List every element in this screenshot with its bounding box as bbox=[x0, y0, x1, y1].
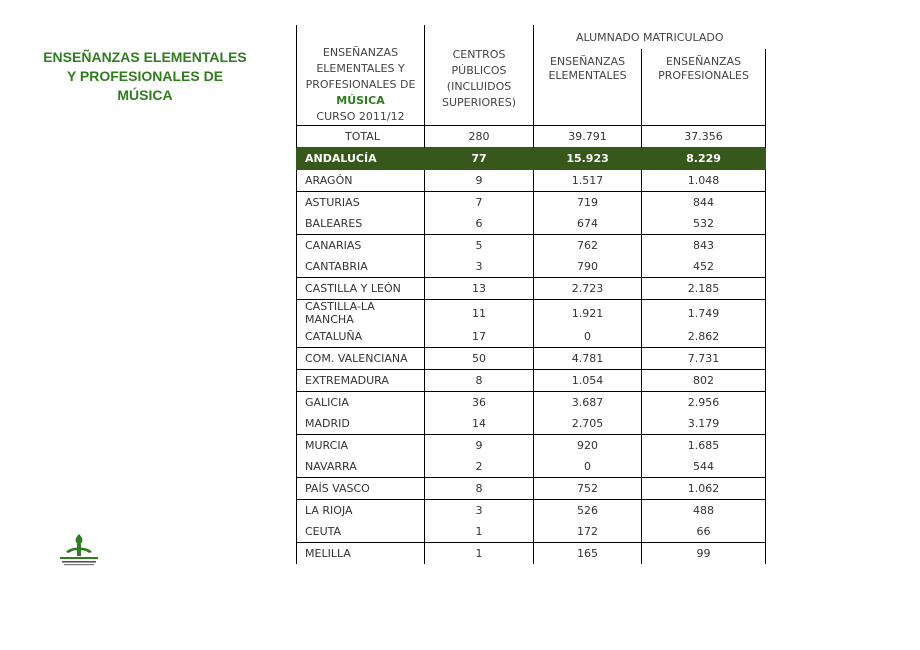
table-row bbox=[297, 300, 766, 327]
row-elementales: 790 bbox=[534, 256, 642, 278]
header-col1-music: MÚSICA bbox=[336, 94, 385, 107]
row-name: PAÍS VASCO bbox=[297, 478, 425, 500]
table-row bbox=[297, 213, 766, 235]
header-col-centros bbox=[425, 25, 534, 126]
row-profesionales: 8.229 bbox=[642, 148, 766, 170]
header-col2-line3: (INCLUIDOS bbox=[446, 80, 512, 93]
table-row bbox=[297, 192, 766, 214]
row-elementales: 1.054 bbox=[534, 370, 642, 392]
row-elementales: 920 bbox=[534, 435, 642, 457]
row-name: MURCIA bbox=[297, 435, 425, 457]
row-name: MADRID bbox=[297, 413, 425, 435]
row-profesionales: 488 bbox=[642, 500, 766, 522]
row-profesionales: 3.179 bbox=[642, 413, 766, 435]
row-profesionales: 1.749 bbox=[642, 300, 766, 327]
row-elementales: 39.791 bbox=[534, 126, 642, 148]
row-elementales: 15.923 bbox=[534, 148, 642, 170]
table-row bbox=[297, 543, 766, 565]
row-elementales: 0 bbox=[534, 456, 642, 478]
page-title-line3: MÚSICA bbox=[117, 87, 173, 103]
row-profesionales: 2.862 bbox=[642, 326, 766, 348]
row-elementales: 2.705 bbox=[534, 413, 642, 435]
table-row bbox=[297, 478, 766, 500]
row-centros: 36 bbox=[425, 392, 534, 414]
row-elementales: 674 bbox=[534, 213, 642, 235]
row-name: ANDALUCÍA bbox=[297, 148, 425, 170]
junta-de-andalucia-logo-icon bbox=[56, 532, 102, 568]
row-name: ARAGÓN bbox=[297, 170, 425, 192]
table-row bbox=[297, 278, 766, 300]
table-row bbox=[297, 170, 766, 192]
table-row bbox=[297, 521, 766, 543]
row-centros: 13 bbox=[425, 278, 534, 300]
row-name: CANTABRIA bbox=[297, 256, 425, 278]
table-row bbox=[297, 326, 766, 348]
header-col1-course: CURSO 2011/12 bbox=[316, 110, 405, 123]
header-col3-line1: ENSEÑANZAS bbox=[549, 55, 626, 68]
row-profesionales: 7.731 bbox=[642, 348, 766, 370]
row-centros: 3 bbox=[425, 500, 534, 522]
row-name: CANARIAS bbox=[297, 235, 425, 257]
header-col4-line1: ENSEÑANZAS bbox=[665, 55, 742, 68]
music-education-table bbox=[296, 25, 766, 564]
row-name: BALEARES bbox=[297, 213, 425, 235]
header-col1-line2: ELEMENTALES Y bbox=[316, 62, 405, 75]
table-row bbox=[297, 456, 766, 478]
table-row bbox=[297, 348, 766, 370]
header-col2-line2: PÚBLICOS bbox=[451, 64, 507, 77]
table-row-andalucia bbox=[297, 148, 766, 170]
row-name: COM. VALENCIANA bbox=[297, 348, 425, 370]
header-col-profesionales bbox=[642, 49, 766, 126]
table-row bbox=[297, 256, 766, 278]
header-col1-line1: ENSEÑANZAS bbox=[322, 46, 399, 59]
row-name: CASTILLA Y LEÓN bbox=[297, 278, 425, 300]
row-elementales: 0 bbox=[534, 326, 642, 348]
row-centros: 77 bbox=[425, 148, 534, 170]
page-title-line2: Y PROFESIONALES DE bbox=[66, 68, 224, 84]
row-name: GALICIA bbox=[297, 392, 425, 414]
page-title bbox=[40, 48, 250, 105]
row-centros: 14 bbox=[425, 413, 534, 435]
row-profesionales: 532 bbox=[642, 213, 766, 235]
row-elementales: 3.687 bbox=[534, 392, 642, 414]
row-centros: 17 bbox=[425, 326, 534, 348]
row-elementales: 752 bbox=[534, 478, 642, 500]
header-col1-line3: PROFESIONALES DE bbox=[305, 78, 416, 91]
header-col-region bbox=[297, 25, 425, 126]
row-name: ASTURIAS bbox=[297, 192, 425, 214]
row-profesionales: 544 bbox=[642, 456, 766, 478]
row-centros: 280 bbox=[425, 126, 534, 148]
row-name: CEUTA bbox=[297, 521, 425, 543]
page-title-line1: ENSEÑANZAS ELEMENTALES bbox=[43, 49, 247, 65]
row-centros: 9 bbox=[425, 170, 534, 192]
row-profesionales: 843 bbox=[642, 235, 766, 257]
header-col2-line1: CENTROS bbox=[452, 48, 506, 61]
row-profesionales: 802 bbox=[642, 370, 766, 392]
row-centros: 3 bbox=[425, 256, 534, 278]
row-centros: 6 bbox=[425, 213, 534, 235]
row-elementales: 172 bbox=[534, 521, 642, 543]
row-elementales: 719 bbox=[534, 192, 642, 214]
row-profesionales: 66 bbox=[642, 521, 766, 543]
row-name: MELILLA bbox=[297, 543, 425, 565]
row-profesionales: 99 bbox=[642, 543, 766, 565]
table-row bbox=[297, 435, 766, 457]
row-centros: 8 bbox=[425, 478, 534, 500]
table-row bbox=[297, 413, 766, 435]
row-name: CASTILLA-LA MANCHA bbox=[297, 300, 425, 327]
row-name: NAVARRA bbox=[297, 456, 425, 478]
row-profesionales: 2.956 bbox=[642, 392, 766, 414]
row-centros: 50 bbox=[425, 348, 534, 370]
row-elementales: 165 bbox=[534, 543, 642, 565]
row-name: CATALUÑA bbox=[297, 326, 425, 348]
row-profesionales: 452 bbox=[642, 256, 766, 278]
table-row bbox=[297, 392, 766, 414]
table-row bbox=[297, 370, 766, 392]
row-centros: 7 bbox=[425, 192, 534, 214]
header-col4-line2: PROFESIONALES bbox=[658, 69, 749, 82]
row-profesionales: 1.062 bbox=[642, 478, 766, 500]
row-centros: 2 bbox=[425, 456, 534, 478]
row-elementales: 4.781 bbox=[534, 348, 642, 370]
row-name: LA RIOJA bbox=[297, 500, 425, 522]
row-centros: 11 bbox=[425, 300, 534, 327]
row-name: TOTAL bbox=[297, 126, 425, 148]
row-centros: 1 bbox=[425, 521, 534, 543]
row-profesionales: 37.356 bbox=[642, 126, 766, 148]
header-group-alumnado: ALUMNADO MATRICULADO bbox=[575, 31, 724, 44]
row-elementales: 526 bbox=[534, 500, 642, 522]
data-table-wrapper bbox=[296, 25, 766, 564]
row-profesionales: 844 bbox=[642, 192, 766, 214]
table-row-total bbox=[297, 126, 766, 148]
header-col2-line4: SUPERIORES) bbox=[441, 96, 517, 109]
row-elementales: 762 bbox=[534, 235, 642, 257]
row-elementales: 2.723 bbox=[534, 278, 642, 300]
row-profesionales: 1.048 bbox=[642, 170, 766, 192]
row-name: EXTREMADURA bbox=[297, 370, 425, 392]
header-col-elementales bbox=[534, 49, 642, 126]
row-centros: 1 bbox=[425, 543, 534, 565]
table-row bbox=[297, 235, 766, 257]
row-profesionales: 1.685 bbox=[642, 435, 766, 457]
row-profesionales: 2.185 bbox=[642, 278, 766, 300]
row-elementales: 1.921 bbox=[534, 300, 642, 327]
table-row bbox=[297, 500, 766, 522]
row-centros: 5 bbox=[425, 235, 534, 257]
row-centros: 8 bbox=[425, 370, 534, 392]
row-elementales: 1.517 bbox=[534, 170, 642, 192]
header-col3-line2: ELEMENTALES bbox=[548, 69, 627, 82]
row-centros: 9 bbox=[425, 435, 534, 457]
